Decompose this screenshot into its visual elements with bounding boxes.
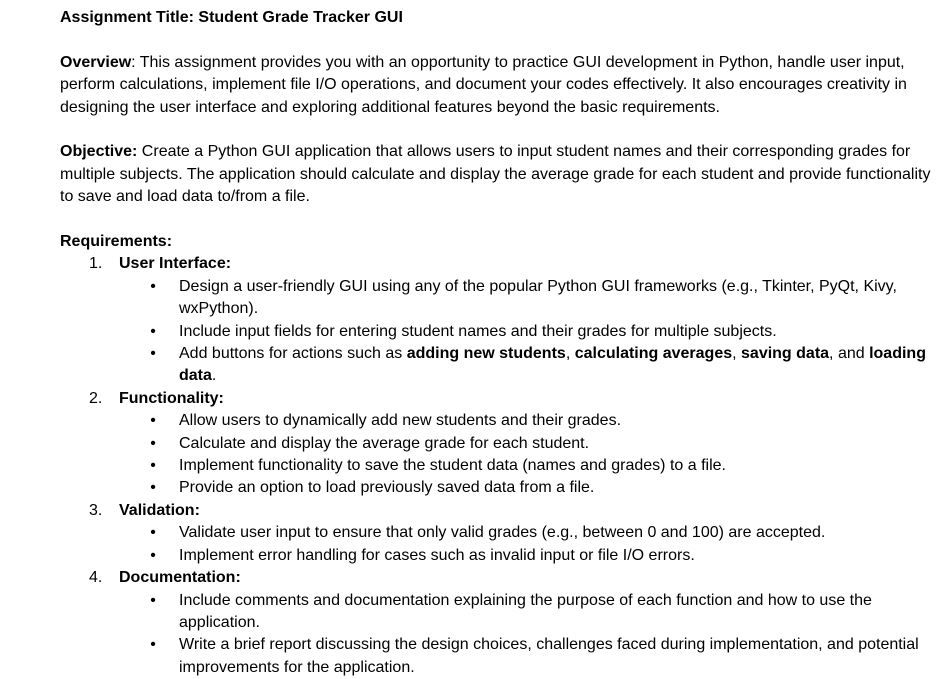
- bullet-icon: •: [150, 345, 156, 363]
- bullet-text: Calculate and display the average grade for each student.: [179, 434, 590, 452]
- bullet-text: Provide an option to load previously saved data from a file.: [179, 479, 595, 497]
- bullet-icon: •: [150, 434, 156, 452]
- bullet-icon: •: [150, 479, 156, 497]
- objective-paragraph: [60, 141, 937, 208]
- requirement-number: 2.: [89, 389, 103, 407]
- bullet-item: [60, 545, 937, 567]
- bullet-icon: •: [150, 636, 156, 654]
- requirement-item: [60, 567, 937, 589]
- bullet-text-sep: , and: [829, 345, 870, 363]
- bullet-text-sep: ,: [732, 345, 742, 363]
- bullet-icon: •: [150, 546, 156, 564]
- requirement-item: [60, 253, 937, 275]
- requirement-item: [60, 500, 937, 522]
- bullet-text: Design a user-friendly GUI using any of the popular Python GUI frameworks (e.g., Tkinter, PyQt, Kivy, wxPython).: [179, 277, 897, 318]
- bullet-item: [60, 522, 937, 544]
- requirements-heading: [60, 231, 937, 253]
- bullet-text-bold: saving data: [741, 345, 830, 363]
- bullet-text-pre: Add buttons for actions such as: [179, 345, 407, 363]
- bullet-icon: •: [150, 591, 156, 609]
- bullet-item: [60, 276, 937, 321]
- bullet-list: [60, 410, 937, 500]
- bullet-item: [60, 634, 937, 679]
- bullet-item: [60, 410, 937, 432]
- bullet-icon: •: [150, 524, 156, 542]
- bullet-item: [60, 455, 937, 477]
- requirement-title: User Interface:: [119, 255, 232, 273]
- overview-label: Overview: [60, 53, 132, 71]
- bullet-item: [60, 343, 937, 388]
- bullet-text-bold: loading data: [179, 345, 926, 385]
- bullet-text: Implement error handling for cases such as invalid input or file I/O errors.: [179, 546, 695, 564]
- spacer: [60, 29, 937, 51]
- requirement-number: 3.: [89, 501, 103, 519]
- bullet-list: [60, 522, 937, 567]
- requirement-title: Functionality:: [119, 389, 224, 407]
- bullet-text: Include comments and documentation explaining the purpose of each function and how to use the application.: [179, 591, 872, 631]
- bullet-text: Validate user input to ensure that only valid grades (e.g., between 0 and 100) are accepted.: [179, 524, 826, 542]
- bullet-item: [60, 477, 937, 499]
- bullet-icon: •: [150, 322, 156, 340]
- bullet-item: [60, 590, 937, 635]
- requirement-title: Validation:: [119, 501, 200, 519]
- requirement-item: [60, 388, 937, 410]
- requirements-heading-text: Requirements:: [60, 233, 173, 251]
- bullet-icon: •: [150, 277, 156, 295]
- title-label: Assignment Title:: [60, 9, 194, 26]
- spacer: [60, 209, 937, 231]
- bullet-text-sep: .: [211, 367, 217, 385]
- assignment-title: [60, 7, 937, 29]
- bullet-text: Allow users to dynamically add new students and their grades.: [179, 412, 622, 430]
- bullet-icon: •: [150, 457, 156, 475]
- bullet-text: Write a brief report discussing the design choices, challenges faced during implementation, and potential improvements for the application.: [179, 636, 919, 676]
- overview-text: : This assignment provides you with an opportunity to practice GUI development in Python, handle user input, perform calculations, implement file I/O operations, and document your codes effectively. It also encourages creativity in designing the user interface and exploring additional features beyond the basic requirements.: [60, 53, 907, 116]
- requirement-number: 4.: [89, 569, 103, 587]
- title-text: Student Grade Tracker GUI: [193, 9, 403, 26]
- bullet-list: [60, 590, 937, 679]
- objective-text: Create a Python GUI application that allows users to input student names and their corresponding grades for multiple subjects. The application should calculate and display the average grade for each student and provide functionality to save and load data to/from a file.: [60, 143, 931, 206]
- bullet-text: Include input fields for entering student names and their grades for multiple subjects.: [179, 322, 777, 340]
- bullet-text-bold: adding new students: [406, 345, 566, 363]
- objective-label: Objective:: [60, 143, 138, 161]
- bullet-text-bold: calculating averages: [574, 345, 733, 363]
- bullet-list: [60, 276, 937, 388]
- bullet-text-sep: ,: [565, 345, 575, 363]
- requirement-number: 1.: [89, 255, 103, 273]
- bullet-text: Implement functionality to save the student data (names and grades) to a file.: [179, 457, 726, 475]
- overview-paragraph: [60, 52, 937, 119]
- bullet-item: [60, 433, 937, 455]
- requirement-title: Documentation:: [119, 569, 241, 587]
- bullet-item: [60, 321, 937, 343]
- spacer: [60, 119, 937, 141]
- bullet-icon: •: [150, 412, 156, 430]
